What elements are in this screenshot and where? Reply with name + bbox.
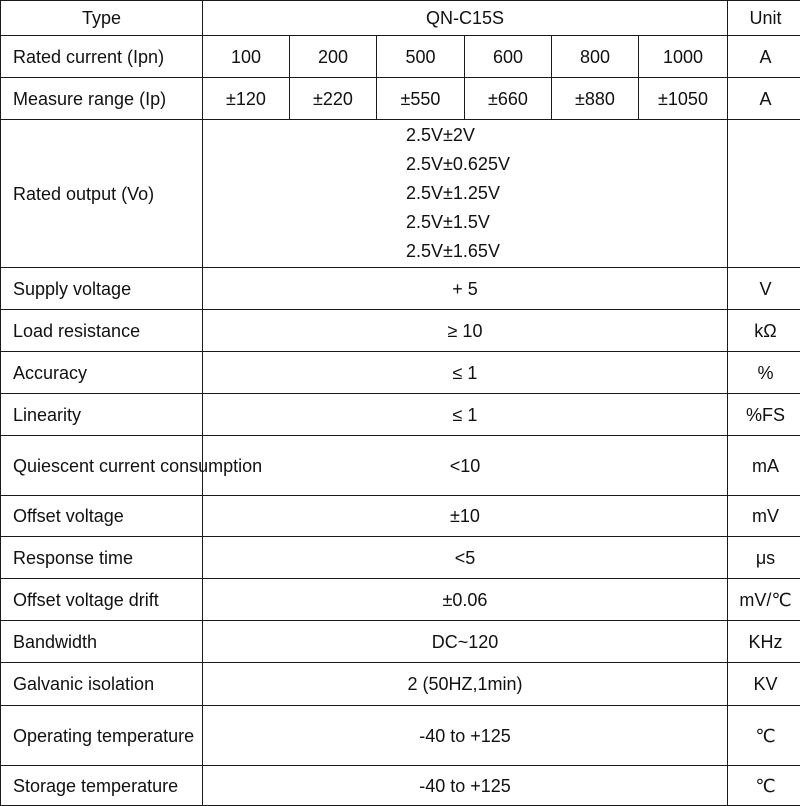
row-label: Bandwidth	[1, 621, 203, 663]
row-unit: KHz	[728, 621, 800, 663]
rated-output-values	[203, 120, 728, 268]
spec-row	[1, 663, 800, 706]
row-label: Linearity	[1, 394, 203, 436]
row-label: Offset voltage drift	[1, 579, 203, 621]
row-unit: mV/℃	[728, 579, 800, 621]
spec-row	[1, 268, 800, 310]
row-value: -40 to +125	[203, 706, 728, 766]
row-value: <5	[203, 537, 728, 579]
rated-output-line: 2.5V±2V	[203, 121, 727, 150]
row-value: ≥ 10	[203, 310, 728, 352]
row-unit: μs	[728, 537, 800, 579]
rated-output-line: 2.5V±1.5V	[203, 208, 727, 237]
row-label: Operating temperature	[1, 706, 203, 766]
row-label: Accuracy	[1, 352, 203, 394]
rated-current-value: 600	[465, 36, 552, 78]
spec-row	[1, 579, 800, 621]
measure-range-value: ±880	[552, 78, 639, 120]
row-value: + 5	[203, 268, 728, 310]
spec-row	[1, 621, 800, 663]
row-unit: kΩ	[728, 310, 800, 352]
row-unit: %FS	[728, 394, 800, 436]
spec-row	[1, 436, 800, 496]
measure-range-value: ±220	[290, 78, 377, 120]
row-value: <10	[203, 436, 728, 496]
rated-current-value: 500	[377, 36, 465, 78]
model-header: QN-C15S	[203, 1, 728, 36]
row-label: Offset voltage	[1, 496, 203, 537]
row-value: -40 to +125	[203, 766, 728, 806]
row-label: Response time	[1, 537, 203, 579]
measure-range-value: ±550	[377, 78, 465, 120]
rated-output-line: 2.5V±0.625V	[203, 150, 727, 179]
row-unit: KV	[728, 663, 800, 706]
row-label: Load resistance	[1, 310, 203, 352]
row-label: Storage temperature	[1, 766, 203, 806]
measure-range-value: ±1050	[639, 78, 728, 120]
row-unit	[728, 120, 800, 268]
row-value: DC~120	[203, 621, 728, 663]
rated-current-value: 1000	[639, 36, 728, 78]
row-unit: A	[728, 36, 800, 78]
row-value: ≤ 1	[203, 352, 728, 394]
spec-row	[1, 537, 800, 579]
row-unit: A	[728, 78, 800, 120]
row-unit: ℃	[728, 766, 800, 806]
measure-range-value: ±660	[465, 78, 552, 120]
measure-range-value: ±120	[203, 78, 290, 120]
row-unit: %	[728, 352, 800, 394]
type-header: Type	[1, 1, 203, 36]
spec-row	[1, 706, 800, 766]
row-unit: mA	[728, 436, 800, 496]
row-unit: ℃	[728, 706, 800, 766]
spec-row	[1, 394, 800, 436]
row-value: ≤ 1	[203, 394, 728, 436]
rated-current-value: 800	[552, 36, 639, 78]
rated-output-line: 2.5V±1.65V	[203, 237, 727, 266]
row-label: Quiescent current consumption	[1, 436, 203, 496]
spec-row	[1, 352, 800, 394]
row-label: Rated output (Vo)	[1, 120, 203, 268]
row-label: Measure range (Ip)	[1, 78, 203, 120]
header-row	[1, 1, 800, 36]
rated-current-value: 100	[203, 36, 290, 78]
rated-current-value: 200	[290, 36, 377, 78]
spec-row	[1, 310, 800, 352]
row-label: Galvanic isolation	[1, 663, 203, 706]
rated-current-row	[1, 36, 800, 78]
row-value: 2 (50HZ,1min)	[203, 663, 728, 706]
rated-output-line: 2.5V±1.25V	[203, 179, 727, 208]
row-label: Rated current (Ipn)	[1, 36, 203, 78]
spec-row	[1, 496, 800, 537]
row-unit: mV	[728, 496, 800, 537]
row-unit: V	[728, 268, 800, 310]
row-value: ±0.06	[203, 579, 728, 621]
row-label: Supply voltage	[1, 268, 203, 310]
unit-header: Unit	[728, 1, 800, 36]
rated-output-row	[1, 120, 800, 268]
measure-range-row	[1, 78, 800, 120]
row-value: ±10	[203, 496, 728, 537]
